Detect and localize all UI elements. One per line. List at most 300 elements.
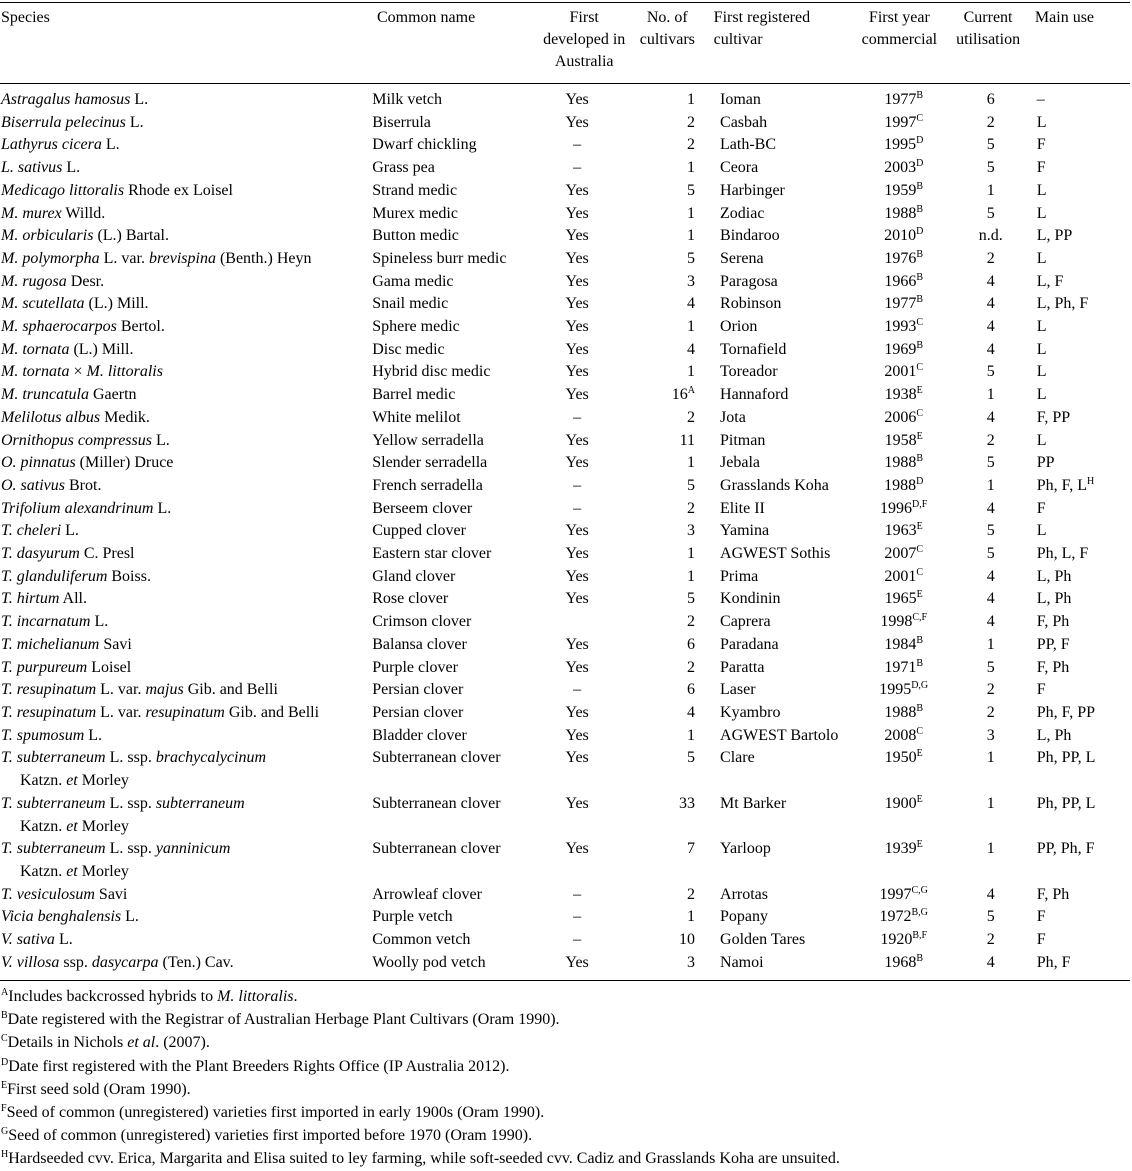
- first-cultivar-cell: Kondinin: [720, 590, 781, 608]
- first-year-cell: [857, 248, 951, 271]
- num-cultivars-value: 1: [687, 545, 696, 563]
- num-cultivars-value: 1: [687, 227, 696, 245]
- first-cultivar-cell: Pitman: [720, 431, 766, 449]
- first-developed-cell: Yes: [565, 204, 589, 222]
- num-cultivars-value: 4: [687, 340, 696, 358]
- species-name: T. hirtum: [1, 590, 60, 608]
- first-cultivar-cell: Yarloop: [720, 840, 771, 858]
- main-use-value: F: [1036, 681, 1046, 699]
- species-authority: L. ssp.: [105, 749, 156, 767]
- main-use-value: L, PP: [1036, 227, 1073, 245]
- first-year-value: 1976: [884, 249, 917, 267]
- first-year-value: 1984: [884, 635, 917, 653]
- species-authority: L. var.: [96, 681, 146, 699]
- utilisation-cell: 4: [986, 408, 995, 426]
- footnote-mark: D: [916, 475, 924, 487]
- footnote-mark: B: [916, 657, 924, 669]
- species-name: Astragalus hamosus: [1, 91, 131, 108]
- utilisation-cell: 5: [986, 658, 995, 676]
- table-row: [0, 884, 1132, 907]
- common-name-cell: Eastern star clover: [372, 545, 492, 563]
- main-use-cell: [1031, 657, 1132, 680]
- num-cultivars-cell: [622, 657, 711, 680]
- header-first-cultivar: First registered cultivar: [713, 9, 811, 48]
- species-authority: L. ssp.: [105, 794, 156, 812]
- species-authority: (L.) Bartal.: [93, 227, 169, 245]
- footnote-mark: D: [916, 158, 924, 170]
- first-year-cell: [857, 747, 951, 792]
- species-cell: [0, 838, 372, 883]
- utilisation-cell: 5: [986, 136, 995, 154]
- main-use-cell: [1031, 430, 1132, 453]
- first-cultivar-cell: Jota: [720, 408, 746, 426]
- num-cultivars-cell: [622, 180, 711, 203]
- common-name-cell: Balansa clover: [372, 635, 467, 653]
- num-cultivars-cell: [622, 520, 711, 543]
- species-authority: L.: [151, 431, 170, 449]
- main-use-cell: [1031, 793, 1132, 838]
- num-cultivars-cell: [622, 952, 711, 975]
- species-cell: [0, 339, 372, 362]
- num-cultivars-cell: [622, 203, 711, 226]
- table-row: [0, 566, 1132, 589]
- first-cultivar-cell: Paradana: [720, 635, 779, 653]
- first-year-value: 1963: [884, 522, 917, 540]
- species-authority: ×: [69, 363, 87, 381]
- utilisation-cell: 1: [986, 635, 995, 653]
- species-authority: Loisel: [87, 658, 132, 676]
- first-developed-cell: Yes: [565, 113, 589, 131]
- utilisation-cell: 4: [986, 295, 995, 313]
- num-cultivars-value: 2: [687, 885, 696, 903]
- header-species: Species: [1, 9, 50, 26]
- common-name-cell: Gama medic: [372, 272, 454, 290]
- species-cell: [0, 112, 372, 135]
- main-use-cell: [1031, 702, 1132, 725]
- first-year-cell: [857, 611, 951, 634]
- first-developed-cell: –: [573, 885, 582, 903]
- first-developed-cell: Yes: [565, 545, 589, 563]
- num-cultivars-value: 1: [687, 318, 696, 336]
- footnote-mark: H: [1, 1149, 9, 1161]
- table-row: [0, 134, 1132, 157]
- first-year-value: 1998: [880, 613, 913, 631]
- first-year-value: 1900: [884, 794, 917, 812]
- main-use-value: F, Ph: [1036, 658, 1070, 676]
- utilisation-cell: 1: [986, 476, 995, 494]
- utilisation-cell: n.d.: [978, 227, 1003, 245]
- first-developed-cell: Yes: [565, 794, 589, 812]
- num-cultivars-cell: [622, 838, 711, 883]
- species-authority: L. var.: [99, 249, 149, 267]
- first-developed-cell: –: [573, 499, 582, 517]
- table-row: [0, 475, 1132, 498]
- num-cultivars-value: 4: [687, 295, 696, 313]
- first-cultivar-cell: Caprera: [720, 613, 771, 631]
- footnote-mark: C: [916, 317, 924, 329]
- first-developed-cell: Yes: [565, 295, 589, 313]
- main-use-cell: [1031, 838, 1132, 883]
- species-cell: [0, 384, 372, 407]
- table-header: [0, 7, 1132, 73]
- table-row: [0, 293, 1132, 316]
- footnote-mark: B: [916, 180, 924, 192]
- species-cell: [0, 611, 372, 634]
- first-cultivar-cell: Grasslands Koha: [720, 476, 829, 494]
- num-cultivars-value: 1: [687, 726, 696, 744]
- main-use-value: L, Ph: [1036, 567, 1072, 585]
- main-use-cell: [1031, 157, 1132, 180]
- num-cultivars-cell: [622, 293, 711, 316]
- footnote-mark: C: [916, 566, 924, 578]
- first-year-cell: [857, 203, 951, 226]
- table-row: [0, 248, 1132, 271]
- footnote-mark: C: [916, 725, 924, 737]
- first-year-cell: [857, 566, 951, 589]
- first-year-cell: [857, 384, 951, 407]
- first-developed-cell: Yes: [565, 703, 589, 721]
- common-name-cell: Yellow serradella: [372, 431, 484, 449]
- table-row: [0, 225, 1132, 248]
- footnote-mark: B: [916, 294, 924, 306]
- species-cell: [0, 203, 372, 226]
- species-name: V. villosa: [1, 953, 60, 971]
- species-name: T. cheleri: [1, 522, 62, 540]
- species-cell: [0, 679, 372, 702]
- num-cultivars-value: 6: [687, 681, 696, 699]
- first-cultivar-cell: Lath-BC: [720, 136, 777, 154]
- first-year-value: 2001: [884, 567, 917, 585]
- species-name: M. rugosa: [1, 272, 67, 290]
- num-cultivars-value: 1: [687, 204, 696, 222]
- num-cultivars-value: 2: [687, 113, 696, 131]
- header-first-year: First year commercial: [861, 9, 938, 48]
- utilisation-cell: 5: [986, 454, 995, 472]
- species-cell: [0, 884, 372, 907]
- main-use-value: L, F: [1036, 272, 1064, 290]
- num-cultivars-cell: [622, 384, 711, 407]
- main-use-value: L: [1036, 340, 1047, 358]
- first-year-value: 1988: [884, 204, 917, 222]
- utilisation-cell: 2: [986, 431, 995, 449]
- utilisation-cell: 4: [986, 318, 995, 336]
- footnote-mark: C: [916, 544, 924, 556]
- species-authority: L.: [101, 136, 120, 154]
- table-row: [0, 634, 1132, 657]
- utilisation-cell: 4: [986, 953, 995, 971]
- main-use-value: Ph, PP, L: [1036, 794, 1096, 812]
- footnote-mark: C,G: [911, 884, 928, 896]
- num-cultivars-value: 4: [687, 703, 696, 721]
- common-name-cell: Purple vetch: [372, 908, 453, 926]
- footnote-mark: C: [916, 407, 924, 419]
- footnote-mark: H: [1087, 475, 1095, 487]
- main-use-value: PP, F: [1036, 635, 1070, 653]
- first-year-value: 1977: [884, 295, 917, 313]
- first-year-cell: [857, 838, 951, 883]
- species-continuation: [1, 861, 372, 884]
- species-name: T. vesiculosum: [1, 885, 95, 903]
- first-year-cell: [857, 180, 951, 203]
- species-authority: Willd.: [61, 204, 106, 222]
- footnote-mark: C: [916, 112, 924, 124]
- num-cultivars-value: 5: [687, 249, 696, 267]
- main-use-value: Ph, F: [1036, 953, 1071, 971]
- main-use-cell: [1031, 725, 1132, 748]
- main-use-value: L: [1036, 386, 1047, 404]
- species-cell: [0, 89, 372, 112]
- species-cell: [0, 952, 372, 975]
- num-cultivars-cell: [622, 702, 711, 725]
- species-cont-a: Katzn.: [20, 817, 67, 835]
- table-row: [0, 543, 1132, 566]
- species-authority: L.: [153, 499, 172, 517]
- first-developed-cell: Yes: [565, 431, 589, 449]
- main-use-cell: [1031, 112, 1132, 135]
- main-use-cell: [1031, 929, 1132, 952]
- main-use-value: F, Ph: [1036, 613, 1070, 631]
- table-row: [0, 725, 1132, 748]
- species-cont-b: Morley: [77, 772, 129, 790]
- main-use-value: F: [1036, 931, 1046, 949]
- first-year-cell: [857, 452, 951, 475]
- header-utilisation: Current utilisation: [956, 9, 1021, 48]
- footnote-mark: G: [1, 1126, 9, 1138]
- common-name-cell: Button medic: [372, 227, 459, 245]
- first-cultivar-cell: AGWEST Sothis: [720, 545, 831, 563]
- main-use-value: F: [1036, 159, 1046, 177]
- first-year-value: 1997: [884, 113, 917, 131]
- first-cultivar-cell: Ioman: [720, 91, 761, 108]
- main-use-cell: [1031, 361, 1132, 384]
- first-year-value: 2008: [884, 726, 917, 744]
- species-cell: [0, 361, 372, 384]
- num-cultivars-value: 7: [687, 840, 696, 858]
- first-year-value: 1988: [884, 703, 917, 721]
- species-cell: [0, 520, 372, 543]
- first-cultivar-cell: Paratta: [720, 658, 765, 676]
- common-name-cell: Grass pea: [372, 159, 435, 177]
- species-authority: L.: [125, 113, 144, 131]
- footnote-mark: D: [1, 1056, 9, 1068]
- utilisation-cell: 2: [986, 113, 995, 131]
- common-name-cell: Bladder clover: [372, 726, 467, 744]
- first-developed-cell: Yes: [565, 590, 589, 608]
- main-use-cell: [1031, 679, 1132, 702]
- num-cultivars-value: 2: [687, 499, 696, 517]
- first-cultivar-cell: Mt Barker: [720, 794, 787, 812]
- main-use-cell: [1031, 452, 1132, 475]
- species-authority: Gaertn: [89, 386, 137, 404]
- first-year-cell: [857, 520, 951, 543]
- num-cultivars-cell: [622, 430, 711, 453]
- utilisation-cell: 1: [986, 181, 995, 199]
- first-cultivar-cell: Harbinger: [720, 181, 785, 199]
- num-cultivars-value: 5: [687, 590, 696, 608]
- num-cultivars-cell: [622, 271, 711, 294]
- num-cultivars-cell: [622, 679, 711, 702]
- species-authority: Savi: [94, 885, 128, 903]
- main-use-value: Ph, PP, L: [1036, 749, 1096, 767]
- species-continuation: [1, 816, 372, 839]
- first-developed-cell: Yes: [565, 340, 589, 358]
- num-cultivars-value: 2: [687, 613, 696, 631]
- species-name: L. sativus: [1, 159, 63, 177]
- header-rule: [0, 83, 1130, 84]
- species-name: Biserrula pelecinus: [1, 113, 126, 131]
- first-year-value: 1966: [884, 272, 917, 290]
- table-row: [0, 452, 1132, 475]
- first-cultivar-cell: Popany: [720, 908, 769, 926]
- footnote-text: Seed of common (unregistered) varieties first imported in early 1900s (Oram 1990).: [6, 1104, 545, 1122]
- header-row: [0, 7, 1132, 73]
- species-name: T. purpureum: [1, 658, 88, 676]
- common-name-cell: Purple clover: [372, 658, 458, 676]
- main-use-value: L: [1036, 363, 1047, 381]
- table-row: [0, 588, 1132, 611]
- footnote-mark: D,F: [912, 498, 928, 510]
- footnote-italic: et al: [127, 1034, 156, 1052]
- first-developed-cell: Yes: [565, 454, 589, 472]
- first-year-value: 1939: [884, 840, 917, 858]
- utilisation-cell: 5: [986, 204, 995, 222]
- common-name-cell: Spineless burr medic: [372, 249, 507, 267]
- main-use-cell: [1031, 498, 1132, 521]
- species-authority: (L.) Mill.: [69, 340, 134, 358]
- species-name: O. sativus: [1, 476, 65, 494]
- species-cell: [0, 588, 372, 611]
- utilisation-cell: 5: [986, 908, 995, 926]
- species-name: M. scutellata: [1, 295, 85, 313]
- main-use-value: L: [1036, 431, 1047, 449]
- common-name-cell: Persian clover: [372, 681, 464, 699]
- footnote-text: Hardseeded cvv. Erica, Margarita and Elisa suited to ley farming, while soft-seeded cvv. Cadiz and Grasslands Koha are unsuited.: [8, 1150, 840, 1168]
- num-cultivars-cell: [622, 89, 711, 112]
- num-cultivars-cell: [622, 498, 711, 521]
- main-use-cell: [1031, 566, 1132, 589]
- table-row: [0, 203, 1132, 226]
- main-use-cell: [1031, 134, 1132, 157]
- species-cell: [0, 271, 372, 294]
- utilisation-cell: 2: [986, 931, 995, 949]
- common-name-cell: Gland clover: [372, 567, 456, 585]
- num-cultivars-cell: [622, 248, 711, 271]
- species-cell: [0, 293, 372, 316]
- species-cell: [0, 747, 372, 792]
- footnote-mark: E: [916, 430, 923, 442]
- common-name-cell: Barrel medic: [372, 386, 456, 404]
- species-cell: [0, 725, 372, 748]
- first-developed-cell: Yes: [565, 749, 589, 767]
- first-year-value: 1968: [884, 953, 917, 971]
- first-year-cell: [857, 588, 951, 611]
- footnote: [1, 985, 1129, 1008]
- footnote-text: Date registered with the Registrar of Australian Herbage Plant Cultivars (Oram 1990).: [7, 1011, 560, 1029]
- first-developed-cell: Yes: [565, 91, 589, 108]
- num-cultivars-value: 5: [687, 181, 696, 199]
- species-authority-2: (Ten.) Cav.: [158, 953, 234, 971]
- utilisation-cell: 1: [986, 749, 995, 767]
- num-cultivars-cell: [622, 793, 711, 838]
- first-year-cell: [857, 906, 951, 929]
- first-cultivar-cell: Kyambro: [720, 703, 781, 721]
- species-cell: [0, 225, 372, 248]
- utilisation-cell: 2: [986, 703, 995, 721]
- species-infraspecific: dasycarpa: [91, 953, 159, 971]
- species-infraspecific: brevispina: [148, 249, 216, 267]
- table-row: [0, 112, 1132, 135]
- species-name: O. pinnatus: [1, 454, 76, 472]
- num-cultivars-cell: [622, 112, 711, 135]
- num-cultivars-value: 10: [679, 931, 696, 949]
- footnote-italic: M. littoralis: [217, 988, 294, 1005]
- species-cont-et: et: [66, 862, 78, 880]
- footnote-mark: E: [916, 748, 923, 760]
- common-name-cell: Dwarf chickling: [372, 136, 477, 154]
- species-cont-et: et: [66, 772, 78, 790]
- header-first-developed: First developed in Australia: [543, 9, 626, 70]
- utilisation-cell: 4: [986, 567, 995, 585]
- species-name: M. tornata: [1, 340, 70, 358]
- footnote-mark: B,F: [912, 930, 928, 942]
- main-use-cell: [1031, 588, 1132, 611]
- main-use-cell: [1031, 407, 1132, 430]
- main-use-value: F, Ph: [1036, 885, 1070, 903]
- utilisation-cell: 5: [986, 522, 995, 540]
- species-name: M. orbicularis: [1, 227, 94, 245]
- main-use-value: L: [1036, 204, 1047, 222]
- first-year-value: 2007: [884, 545, 917, 563]
- first-year-cell: [857, 293, 951, 316]
- species-authority-2: Gib. and Belli: [224, 703, 320, 721]
- table-row: [0, 952, 1132, 975]
- main-use-cell: [1031, 180, 1132, 203]
- num-cultivars-cell: [622, 475, 711, 498]
- first-year-value: 1997: [879, 885, 912, 903]
- first-year-cell: [857, 952, 951, 975]
- species-cont-b: Morley: [77, 817, 129, 835]
- main-use-cell: [1031, 884, 1132, 907]
- first-cultivar-cell: Hannaford: [720, 386, 789, 404]
- common-name-cell: Snail medic: [372, 295, 449, 313]
- first-cultivar-cell: Yamina: [720, 522, 770, 540]
- species-cell: [0, 793, 372, 838]
- table-row: [0, 430, 1132, 453]
- utilisation-cell: 1: [986, 840, 995, 858]
- table-row: [0, 520, 1132, 543]
- first-year-value: 1938: [884, 386, 917, 404]
- num-cultivars-value: 1: [687, 91, 696, 108]
- first-year-value: 1988: [884, 476, 917, 494]
- footnote-mark: B: [916, 248, 924, 260]
- species-cell: [0, 634, 372, 657]
- first-cultivar-cell: Namoi: [720, 953, 764, 971]
- num-cultivars-value: 5: [687, 749, 696, 767]
- species-cell: [0, 566, 372, 589]
- utilisation-cell: 4: [986, 590, 995, 608]
- main-use-cell: [1031, 520, 1132, 543]
- footnote-text: Details in Nichols: [7, 1034, 128, 1052]
- species-name: T. glanduliferum: [1, 567, 108, 585]
- first-year-value: 1995: [884, 136, 917, 154]
- species-authority: Savi: [99, 635, 132, 653]
- header-common-name: Common name: [376, 9, 476, 26]
- first-year-value: 1958: [884, 431, 917, 449]
- main-use-value: F: [1036, 499, 1046, 517]
- table-row: [0, 657, 1132, 680]
- common-name-cell: Disc medic: [372, 340, 445, 358]
- num-cultivars-cell: [622, 929, 711, 952]
